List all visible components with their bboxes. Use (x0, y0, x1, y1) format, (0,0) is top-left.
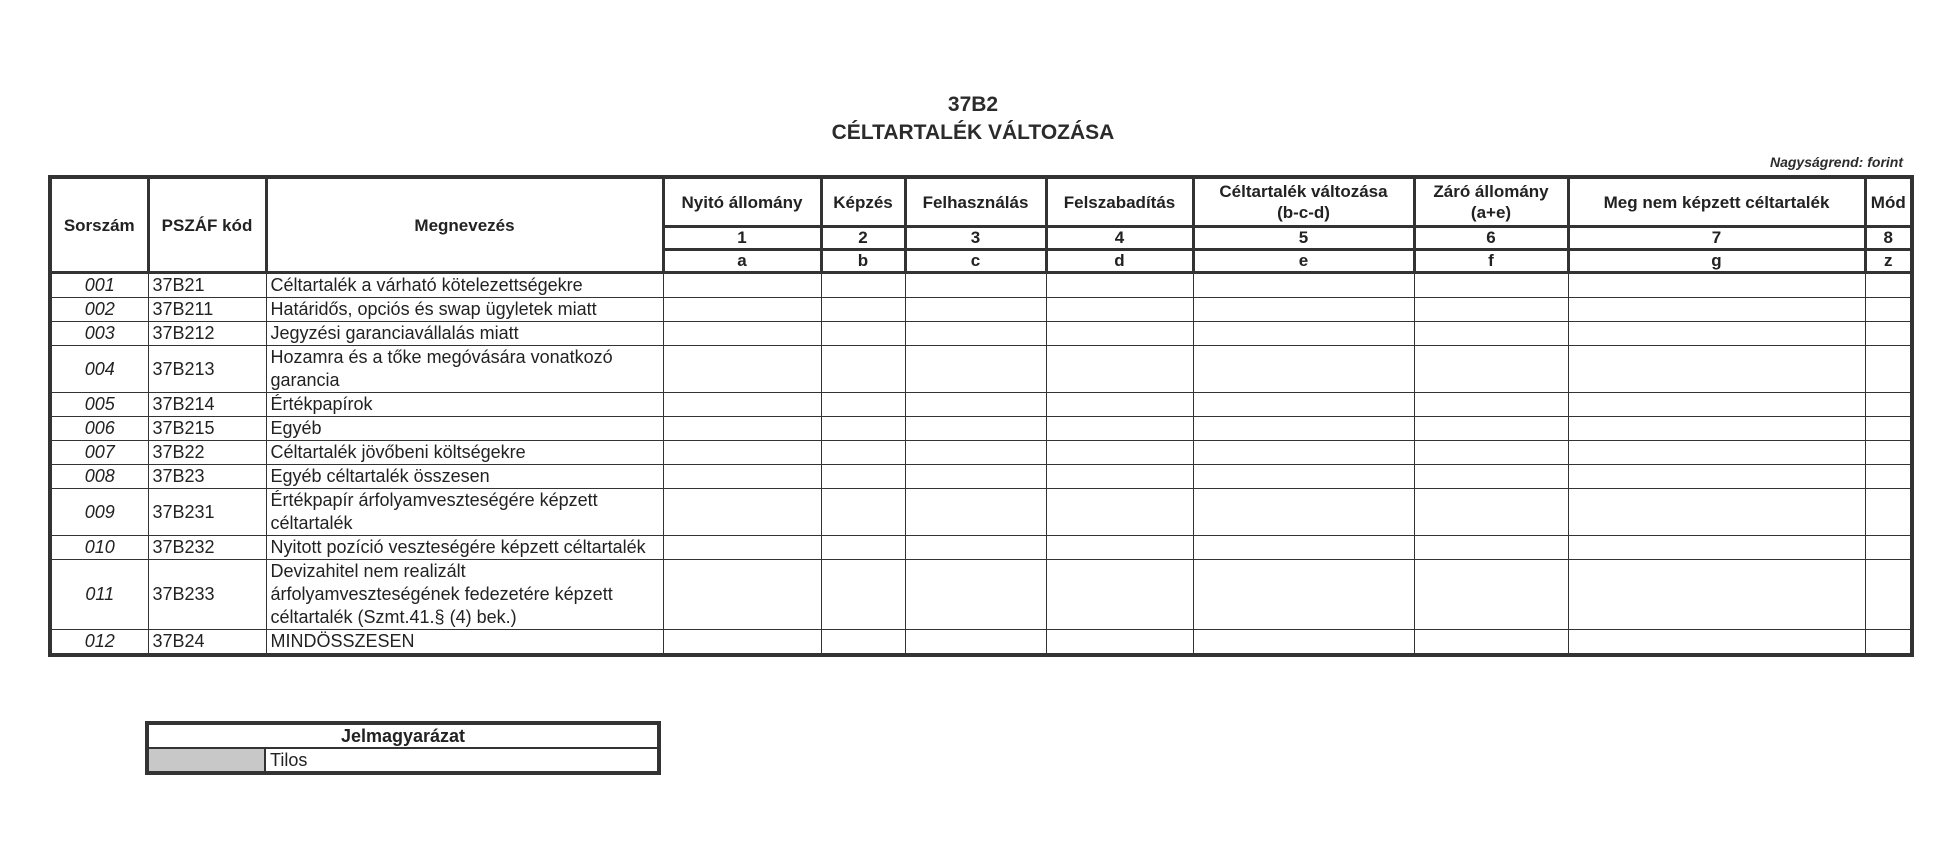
data-cell[interactable] (1568, 346, 1865, 393)
data-cell[interactable] (1865, 489, 1912, 536)
table-row (50, 417, 1912, 441)
data-cell[interactable] (1568, 536, 1865, 560)
row-sorszam: 012 (50, 630, 148, 656)
data-cell[interactable] (1568, 630, 1865, 656)
data-cell[interactable] (905, 630, 1046, 656)
col-number: 7 (1568, 227, 1865, 250)
data-cell[interactable] (1414, 630, 1568, 656)
data-cell[interactable] (1414, 273, 1568, 298)
col-header-nyito: Nyitó állomány (663, 177, 821, 227)
col-letter: z (1865, 250, 1912, 273)
data-cell[interactable] (1046, 298, 1193, 322)
data-cell[interactable] (1193, 536, 1414, 560)
row-sorszam: 002 (50, 298, 148, 322)
data-cell[interactable] (663, 489, 821, 536)
legend-title: Jelmagyarázat (147, 723, 659, 748)
legend-table (145, 721, 661, 775)
row-pszaf-code: 37B211 (148, 298, 266, 322)
col-letter: c (905, 250, 1046, 273)
row-pszaf-code: 37B214 (148, 393, 266, 417)
data-cell[interactable] (1414, 417, 1568, 441)
data-cell[interactable] (1046, 417, 1193, 441)
data-cell[interactable] (1865, 273, 1912, 298)
row-pszaf-code: 37B24 (148, 630, 266, 656)
row-pszaf-code: 37B231 (148, 489, 266, 536)
main-table (48, 175, 1914, 657)
data-cell[interactable] (1193, 465, 1414, 489)
row-pszaf-code: 37B23 (148, 465, 266, 489)
data-cell[interactable] (663, 417, 821, 441)
table-row (50, 465, 1912, 489)
data-cell[interactable] (663, 560, 821, 630)
col-header-megnevezes: Megnevezés (266, 177, 663, 273)
data-cell[interactable] (1046, 273, 1193, 298)
data-cell[interactable] (1865, 441, 1912, 465)
col-number: 4 (1046, 227, 1193, 250)
data-cell[interactable] (821, 489, 905, 536)
col-letter: a (663, 250, 821, 273)
data-cell[interactable] (1414, 298, 1568, 322)
data-cell[interactable] (1568, 322, 1865, 346)
row-megnevezes: Értékpapírok (266, 393, 663, 417)
table-row (50, 346, 1912, 393)
data-cell[interactable] (1414, 346, 1568, 393)
col-header-zaro-line2: (a+e) (1470, 203, 1512, 222)
col-letter: g (1568, 250, 1865, 273)
data-cell[interactable] (1568, 298, 1865, 322)
data-cell[interactable] (1414, 322, 1568, 346)
col-letter: e (1193, 250, 1414, 273)
col-header-mod: Mód (1865, 177, 1912, 227)
data-cell[interactable] (1193, 630, 1414, 656)
data-cell[interactable] (1865, 322, 1912, 346)
row-megnevezes: MINDÖSSZESEN (266, 630, 663, 656)
data-cell[interactable] (1568, 273, 1865, 298)
data-cell[interactable] (1046, 346, 1193, 393)
data-cell[interactable] (1568, 489, 1865, 536)
data-cell[interactable] (1568, 441, 1865, 465)
data-cell[interactable] (1193, 273, 1414, 298)
data-cell[interactable] (821, 417, 905, 441)
data-cell[interactable] (1046, 560, 1193, 630)
data-cell[interactable] (1193, 298, 1414, 322)
data-cell[interactable] (1865, 465, 1912, 489)
data-cell[interactable] (1865, 393, 1912, 417)
data-cell[interactable] (905, 298, 1046, 322)
row-pszaf-code: 37B213 (148, 346, 266, 393)
col-number: 5 (1193, 227, 1414, 250)
col-header-valtozas-line1: Céltartalék változása (1219, 182, 1388, 201)
row-megnevezes: Egyéb (266, 417, 663, 441)
data-cell[interactable] (1193, 346, 1414, 393)
legend-label-tilos: Tilos (265, 748, 659, 773)
data-cell[interactable] (1046, 393, 1193, 417)
data-cell[interactable] (1568, 465, 1865, 489)
table-row (50, 560, 1912, 630)
data-cell[interactable] (905, 441, 1046, 465)
data-cell[interactable] (1046, 465, 1193, 489)
row-megnevezes: Értékpapír árfolyamveszteségére képzett céltartalék (266, 489, 663, 536)
data-cell[interactable] (821, 393, 905, 417)
col-letter: b (821, 250, 905, 273)
data-cell[interactable] (1193, 322, 1414, 346)
row-pszaf-code: 37B215 (148, 417, 266, 441)
data-cell[interactable] (905, 560, 1046, 630)
data-cell[interactable] (905, 346, 1046, 393)
data-cell[interactable] (905, 393, 1046, 417)
table-row (50, 273, 1912, 298)
data-cell[interactable] (1568, 560, 1865, 630)
col-header-felhasznalas: Felhasználás (905, 177, 1046, 227)
row-megnevezes: Jegyzési garanciavállalás miatt (266, 322, 663, 346)
row-sorszam: 003 (50, 322, 148, 346)
col-number: 2 (821, 227, 905, 250)
legend-swatch (147, 748, 265, 773)
row-megnevezes: Céltartalék a várható kötelezettségekre (266, 273, 663, 298)
data-cell[interactable] (1046, 322, 1193, 346)
row-megnevezes: Devizahitel nem realizált árfolyamveszteségének fedezetére képzett céltartalék (Szmt.41.§ (4) bek.) (266, 560, 663, 630)
data-cell[interactable] (821, 441, 905, 465)
data-cell[interactable] (821, 465, 905, 489)
data-cell[interactable] (905, 322, 1046, 346)
row-sorszam: 006 (50, 417, 148, 441)
data-cell[interactable] (1568, 417, 1865, 441)
data-cell[interactable] (1414, 560, 1568, 630)
data-cell[interactable] (905, 273, 1046, 298)
col-header-valtozas-line2: (b-c-d) (1277, 203, 1330, 222)
data-cell[interactable] (1865, 298, 1912, 322)
data-cell[interactable] (1865, 560, 1912, 630)
data-cell[interactable] (821, 630, 905, 656)
col-header-zaro-line1: Záró állomány (1433, 182, 1549, 201)
table-row (50, 489, 1912, 536)
data-cell[interactable] (663, 298, 821, 322)
data-cell[interactable] (1414, 465, 1568, 489)
col-number: 1 (663, 227, 821, 250)
data-cell[interactable] (663, 346, 821, 393)
data-cell[interactable] (905, 489, 1046, 536)
data-cell[interactable] (663, 441, 821, 465)
data-cell[interactable] (1046, 441, 1193, 465)
form-code: 37B2 (947, 93, 999, 116)
data-cell[interactable] (663, 536, 821, 560)
col-number: 6 (1414, 227, 1568, 250)
data-cell[interactable] (1865, 417, 1912, 441)
data-cell[interactable] (1046, 489, 1193, 536)
data-cell[interactable] (1414, 489, 1568, 536)
row-pszaf-code: 37B232 (148, 536, 266, 560)
col-header-felszabaditas: Felszabadítás (1046, 177, 1193, 227)
data-cell[interactable] (663, 322, 821, 346)
data-cell[interactable] (821, 536, 905, 560)
data-cell[interactable] (821, 273, 905, 298)
row-megnevezes: Határidős, opciós és swap ügyletek miatt (266, 298, 663, 322)
data-cell[interactable] (1865, 536, 1912, 560)
row-pszaf-code: 37B22 (148, 441, 266, 465)
data-cell[interactable] (821, 322, 905, 346)
data-cell[interactable] (821, 346, 905, 393)
col-header-kepzes: Képzés (821, 177, 905, 227)
row-pszaf-code: 37B21 (148, 273, 266, 298)
row-sorszam: 010 (50, 536, 148, 560)
col-number: 3 (905, 227, 1046, 250)
row-pszaf-code: 37B212 (148, 322, 266, 346)
col-header-pszaf: PSZÁF kód (148, 177, 266, 273)
data-cell[interactable] (905, 536, 1046, 560)
row-sorszam: 008 (50, 465, 148, 489)
data-cell[interactable] (1193, 560, 1414, 630)
table-row (50, 298, 1912, 322)
col-header-meg-nem-kepzett: Meg nem képzett céltartalék (1568, 177, 1865, 227)
row-megnevezes: Hozamra és a tőke megóvására vonatkozó garancia (266, 346, 663, 393)
table-row (50, 536, 1912, 560)
col-letter: f (1414, 250, 1568, 273)
data-cell[interactable] (1046, 630, 1193, 656)
table-row (50, 322, 1912, 346)
row-pszaf-code: 37B233 (148, 560, 266, 630)
data-cell[interactable] (1193, 417, 1414, 441)
data-cell[interactable] (663, 465, 821, 489)
col-header-zaro (1414, 177, 1568, 227)
table-row (50, 393, 1912, 417)
row-sorszam: 004 (50, 346, 148, 393)
row-megnevezes: Nyitott pozíció veszteségére képzett céltartalék (266, 536, 663, 560)
row-megnevezes: Céltartalék jövőbeni költségekre (266, 441, 663, 465)
row-sorszam: 001 (50, 273, 148, 298)
data-cell[interactable] (1193, 393, 1414, 417)
data-cell[interactable] (1046, 536, 1193, 560)
row-sorszam: 011 (50, 560, 148, 630)
data-cell[interactable] (821, 298, 905, 322)
col-header-sorszam: Sorszám (50, 177, 148, 273)
data-cell[interactable] (663, 273, 821, 298)
data-cell[interactable] (1193, 489, 1414, 536)
data-cell[interactable] (1414, 393, 1568, 417)
table-row (50, 441, 1912, 465)
data-cell[interactable] (1568, 393, 1865, 417)
form-title: CÉLTARTALÉK VÁLTOZÁSA (831, 121, 1115, 144)
data-cell[interactable] (1414, 441, 1568, 465)
data-cell[interactable] (905, 465, 1046, 489)
data-cell[interactable] (1865, 346, 1912, 393)
scale-note: Nagyságrend: forint (1769, 154, 1903, 170)
data-cell[interactable] (821, 560, 905, 630)
col-header-valtozas (1193, 177, 1414, 227)
col-letter: d (1046, 250, 1193, 273)
row-megnevezes: Egyéb céltartalék összesen (266, 465, 663, 489)
data-cell[interactable] (1865, 630, 1912, 656)
data-cell[interactable] (1414, 536, 1568, 560)
table-row (50, 630, 1912, 656)
row-sorszam: 009 (50, 489, 148, 536)
data-cell[interactable] (1193, 441, 1414, 465)
row-sorszam: 007 (50, 441, 148, 465)
data-cell[interactable] (905, 417, 1046, 441)
data-cell[interactable] (663, 393, 821, 417)
row-sorszam: 005 (50, 393, 148, 417)
data-cell[interactable] (663, 630, 821, 656)
col-number: 8 (1865, 227, 1912, 250)
